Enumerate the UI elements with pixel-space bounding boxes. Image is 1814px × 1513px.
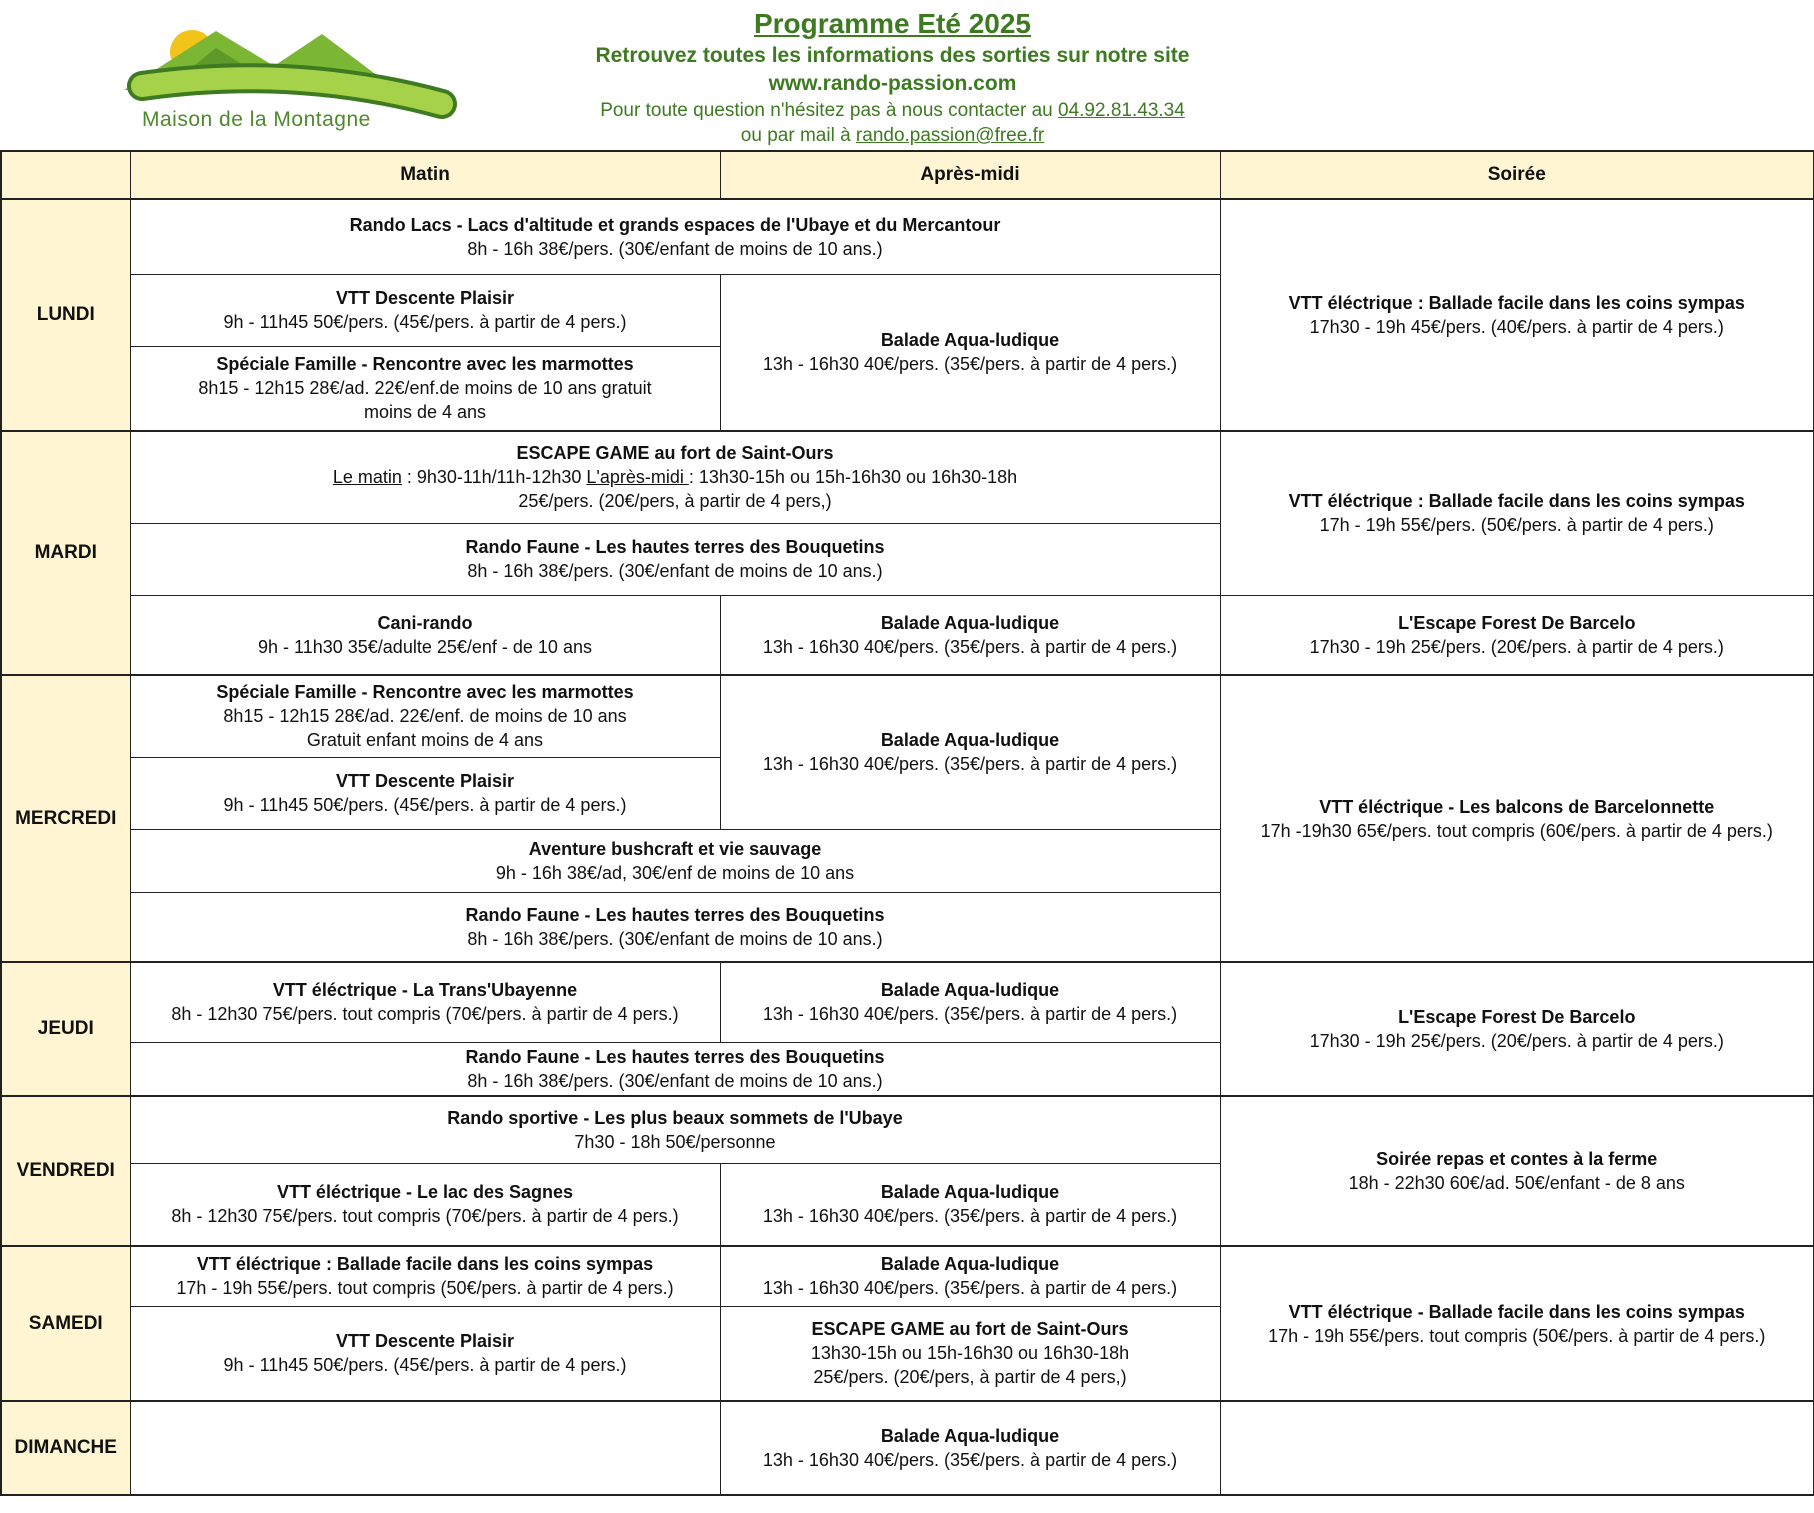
activity-detail: 9h - 11h45 50€/pers. (45€/pers. à partir de 4 pers.)	[223, 312, 627, 332]
activity-cell	[720, 675, 1220, 829]
activity-cell	[720, 1306, 1220, 1401]
activity-cell	[130, 829, 1220, 892]
activity-cell	[130, 1306, 720, 1401]
activity-detail: : 13h30-15h ou 15h-16h30 ou 16h30-18h	[688, 467, 1018, 488]
activity-cell	[130, 346, 720, 431]
activity-detail: 9h - 11h30 35€/adulte 25€/enf - de 10 ans	[258, 636, 592, 657]
activity-title: VTT Descente Plaisir	[335, 771, 515, 791]
activity-detail: 9h - 11h45 50€/pers. (45€/pers. à partir de 4 pers.)	[223, 1355, 627, 1376]
header	[560, 6, 1225, 148]
column-header-matin: Matin	[130, 151, 720, 199]
activity-cell	[130, 1246, 720, 1306]
activity-detail: 17h30 - 19h 25€/pers. (20€/pers. à partir de 4 pers.)	[1309, 1031, 1724, 1051]
activity-detail: 17h - 19h 55€/pers. tout compris (50€/pers. à partir de 4 pers.)	[176, 1278, 674, 1299]
activity-cell	[130, 523, 1220, 595]
activity-title: Balade Aqua-ludique	[880, 1254, 1060, 1275]
activity-title: VTT éléctrique - La Trans'Ubayenne	[272, 980, 578, 1001]
activity-detail: 8h - 12h30 75€/pers. tout compris (70€/pers. à partir de 4 pers.)	[171, 1206, 679, 1227]
activity-detail: 13h - 16h30 40€/pers. (35€/pers. à partir de 4 pers.)	[762, 1206, 1178, 1227]
activity-detail: Gratuit enfant moins de 4 ans	[306, 730, 544, 751]
activity-title: Aventure bushcraft et vie sauvage	[528, 838, 822, 859]
samedi-row-1	[1, 1246, 1814, 1306]
day-label-samedi: SAMEDI	[1, 1246, 130, 1401]
activity-detail: 13h - 16h30 40€/pers. (35€/pers. à partir de 4 pers.)	[762, 1278, 1178, 1299]
activity-cell	[130, 892, 1220, 962]
activity-cell	[720, 595, 1220, 675]
activity-detail: 25€/pers. (20€/pers, à partir de 4 pers,)	[518, 491, 832, 512]
activity-title: Balade Aqua-ludique	[880, 330, 1060, 351]
activity-detail: 13h - 16h30 40€/pers. (35€/pers. à partir de 4 pers.)	[762, 636, 1178, 657]
website-link[interactable]: www.rando-passion.com	[768, 72, 1017, 95]
mercredi-row-1	[1, 675, 1814, 757]
activity-cell	[130, 1096, 1220, 1163]
activity-detail: 17h - 19h 55€/pers. tout compris (50€/pers. à partir de 4 pers.)	[1268, 1325, 1766, 1346]
page-title: Programme Eté 2025	[753, 8, 1032, 39]
day-label-mercredi: MERCREDI	[1, 675, 130, 962]
day-label-jeudi: JEUDI	[1, 962, 130, 1096]
activity-detail: 8h - 16h 38€/pers. (30€/enfant de moins de 10 ans.)	[467, 1070, 883, 1091]
day-label-lundi: LUNDI	[1, 199, 130, 431]
column-header-soiree: Soirée	[1220, 151, 1814, 199]
activity-title: VTT éléctrique : Ballade facile dans les coins sympas	[196, 1254, 654, 1275]
activity-title: L'Escape Forest De Barcelo	[1398, 1007, 1636, 1027]
jeudi-row-1	[1, 962, 1814, 1042]
dimanche-row	[1, 1401, 1814, 1495]
activity-cell	[720, 1163, 1220, 1246]
activity-title: Balade Aqua-ludique	[880, 980, 1060, 1001]
corner-cell	[1, 151, 130, 199]
mardi-row-1	[1, 431, 1814, 523]
activity-cell	[130, 274, 720, 346]
activity-cell	[1220, 675, 1814, 962]
activity-detail: 8h - 12h30 75€/pers. tout compris (70€/pers. à partir de 4 pers.)	[171, 1004, 679, 1025]
activity-cell	[1220, 1246, 1814, 1401]
activity-detail: 17h30 - 19h 45€/pers. (40€/pers. à partir de 4 pers.)	[1309, 317, 1724, 337]
activity-title: Balade Aqua-ludique	[880, 612, 1060, 633]
activity-title: VTT éléctrique - Les balcons de Barcelonnette	[1319, 796, 1715, 817]
activity-detail: 8h15 - 12h15 28€/ad. 22€/enf. de moins de 10 ans	[223, 706, 627, 727]
activity-detail: 8h - 16h 38€/pers. (30€/enfant de moins de 10 ans.)	[467, 928, 883, 949]
contact-line: Pour toute question n'hésitez pas à nous contacter au 04.92.81.43.34	[600, 100, 1185, 121]
activity-cell	[1220, 962, 1814, 1096]
activity-title: VTT éléctrique - Ballade facile dans les coins sympas	[1288, 1301, 1745, 1322]
activity-detail: 13h30-15h ou 15h-16h30 ou 16h30-18h	[810, 1343, 1130, 1364]
activity-cell-empty	[130, 1401, 720, 1495]
email-link[interactable]: rando.passion@free.fr	[855, 125, 1045, 146]
activity-title: Spéciale Famille - Rencontre avec les marmottes	[216, 354, 634, 375]
activity-title: ESCAPE GAME au fort de Saint-Ours	[811, 1319, 1129, 1340]
activity-title: VTT Descente Plaisir	[335, 1331, 515, 1352]
activity-title: VTT éléctrique : Ballade facile dans les coins sympas	[1288, 293, 1745, 313]
activity-detail: 17h - 19h 55€/pers. (50€/pers. à partir de 4 pers.)	[1319, 515, 1714, 536]
activity-cell	[720, 1246, 1220, 1306]
activity-cell	[1220, 595, 1814, 675]
activity-detail: 7h30 - 18h 50€/personne	[574, 1131, 776, 1152]
activity-title: L'Escape Forest De Barcelo	[1398, 612, 1636, 633]
activity-detail: 8h - 16h 38€/pers. (30€/enfant de moins de 10 ans.)	[467, 238, 883, 259]
schedule-table	[0, 150, 1814, 1496]
activity-title: Rando Lacs - Lacs d'altitude et grands espaces de l'Ubaye et du Mercantour	[349, 214, 1001, 235]
activity-cell	[130, 962, 720, 1042]
activity-detail: 9h - 11h45 50€/pers. (45€/pers. à partir de 4 pers.)	[223, 795, 627, 815]
activity-title: VTT éléctrique - Le lac des Sagnes	[276, 1182, 574, 1203]
activity-title: Spéciale Famille - Rencontre avec les marmottes	[216, 682, 634, 703]
activity-detail: 13h - 16h30 40€/pers. (35€/pers. à partir de 4 pers.)	[762, 1450, 1178, 1470]
activity-cell	[130, 431, 1220, 523]
header-row	[1, 151, 1814, 199]
activity-detail: 25€/pers. (20€/pers, à partir de 4 pers,)	[813, 1367, 1127, 1388]
activity-detail: 13h - 16h30 40€/pers. (35€/pers. à partir de 4 pers.)	[762, 1004, 1178, 1025]
activity-cell	[130, 757, 720, 829]
day-label-vendredi: VENDREDI	[1, 1096, 130, 1246]
activity-title: Soirée repas et contes à la ferme	[1376, 1149, 1658, 1169]
activity-detail: 8h - 16h 38€/pers. (30€/enfant de moins de 10 ans.)	[467, 561, 883, 581]
phone-link[interactable]: 04.92.81.43.34	[1058, 100, 1185, 121]
activity-cell	[1220, 431, 1814, 595]
activity-title: Balade Aqua-ludique	[880, 730, 1060, 751]
activity-detail: 13h - 16h30 40€/pers. (35€/pers. à partir de 4 pers.)	[762, 354, 1178, 375]
header-info: Retrouvez toutes les informations des sorties sur notre site	[595, 44, 1190, 67]
day-label-mardi: MARDI	[1, 431, 130, 675]
activity-cell	[1220, 1096, 1814, 1246]
activity-detail: moins de 4 ans	[363, 402, 487, 423]
activity-cell	[130, 199, 1220, 274]
activity-title: VTT éléctrique : Ballade facile dans les coins sympas	[1288, 491, 1745, 512]
column-header-apres-midi: Après-midi	[720, 151, 1220, 199]
mardi-row-3	[1, 595, 1814, 675]
activity-cell	[130, 1163, 720, 1246]
vendredi-row-1	[1, 1096, 1814, 1163]
lundi-row-1	[1, 199, 1814, 274]
mail-line: ou par mail à rando.passion@free.fr	[740, 125, 1045, 146]
activity-cell-empty	[1220, 1401, 1814, 1495]
day-label-dimanche: DIMANCHE	[1, 1401, 130, 1495]
activity-title: Balade Aqua-ludique	[880, 1426, 1060, 1446]
activity-detail: 17h30 - 19h 25€/pers. (20€/pers. à partir de 4 pers.)	[1309, 636, 1724, 657]
activity-title: ESCAPE GAME au fort de Saint-Ours	[516, 443, 834, 464]
activity-cell	[720, 962, 1220, 1042]
activity-cell	[720, 274, 1220, 431]
activity-detail: 17h -19h30 65€/pers. tout compris (60€/pers. à partir de 4 pers.)	[1260, 820, 1773, 841]
activity-detail: 9h - 16h 38€/ad, 30€/enf de moins de 10 ans	[495, 862, 855, 883]
activity-detail: Le matin	[332, 467, 402, 488]
logo-subtitle: Maison de la Montagne	[142, 108, 371, 131]
activity-cell	[130, 1042, 1220, 1096]
activity-detail: : 9h30-11h/11h-12h30	[401, 467, 587, 488]
activity-title: Rando Faune - Les hautes terres des Bouquetins	[465, 1046, 885, 1067]
activity-cell	[1220, 199, 1814, 431]
activity-title: Rando sportive - Les plus beaux sommets de l'Ubaye	[447, 1107, 903, 1128]
activity-title: VTT Descente Plaisir	[335, 288, 515, 308]
activity-detail: L'après-midi	[586, 467, 689, 488]
activity-cell	[130, 595, 720, 675]
activity-title: Balade Aqua-ludique	[880, 1182, 1060, 1203]
activity-title: Rando Faune - Les hautes terres des Bouquetins	[465, 904, 885, 925]
activity-title: Cani-rando	[377, 612, 473, 633]
activity-cell	[720, 1401, 1220, 1495]
activity-cell	[130, 675, 720, 757]
activity-detail: 18h - 22h30 60€/ad. 50€/enfant - de 8 ans	[1348, 1173, 1685, 1193]
activity-title: Rando Faune - Les hautes terres des Bouquetins	[465, 537, 885, 557]
activity-detail: 8h15 - 12h15 28€/ad. 22€/enf.de moins de 10 ans gratuit	[198, 378, 652, 399]
activity-detail: 13h - 16h30 40€/pers. (35€/pers. à partir de 4 pers.)	[762, 754, 1178, 775]
